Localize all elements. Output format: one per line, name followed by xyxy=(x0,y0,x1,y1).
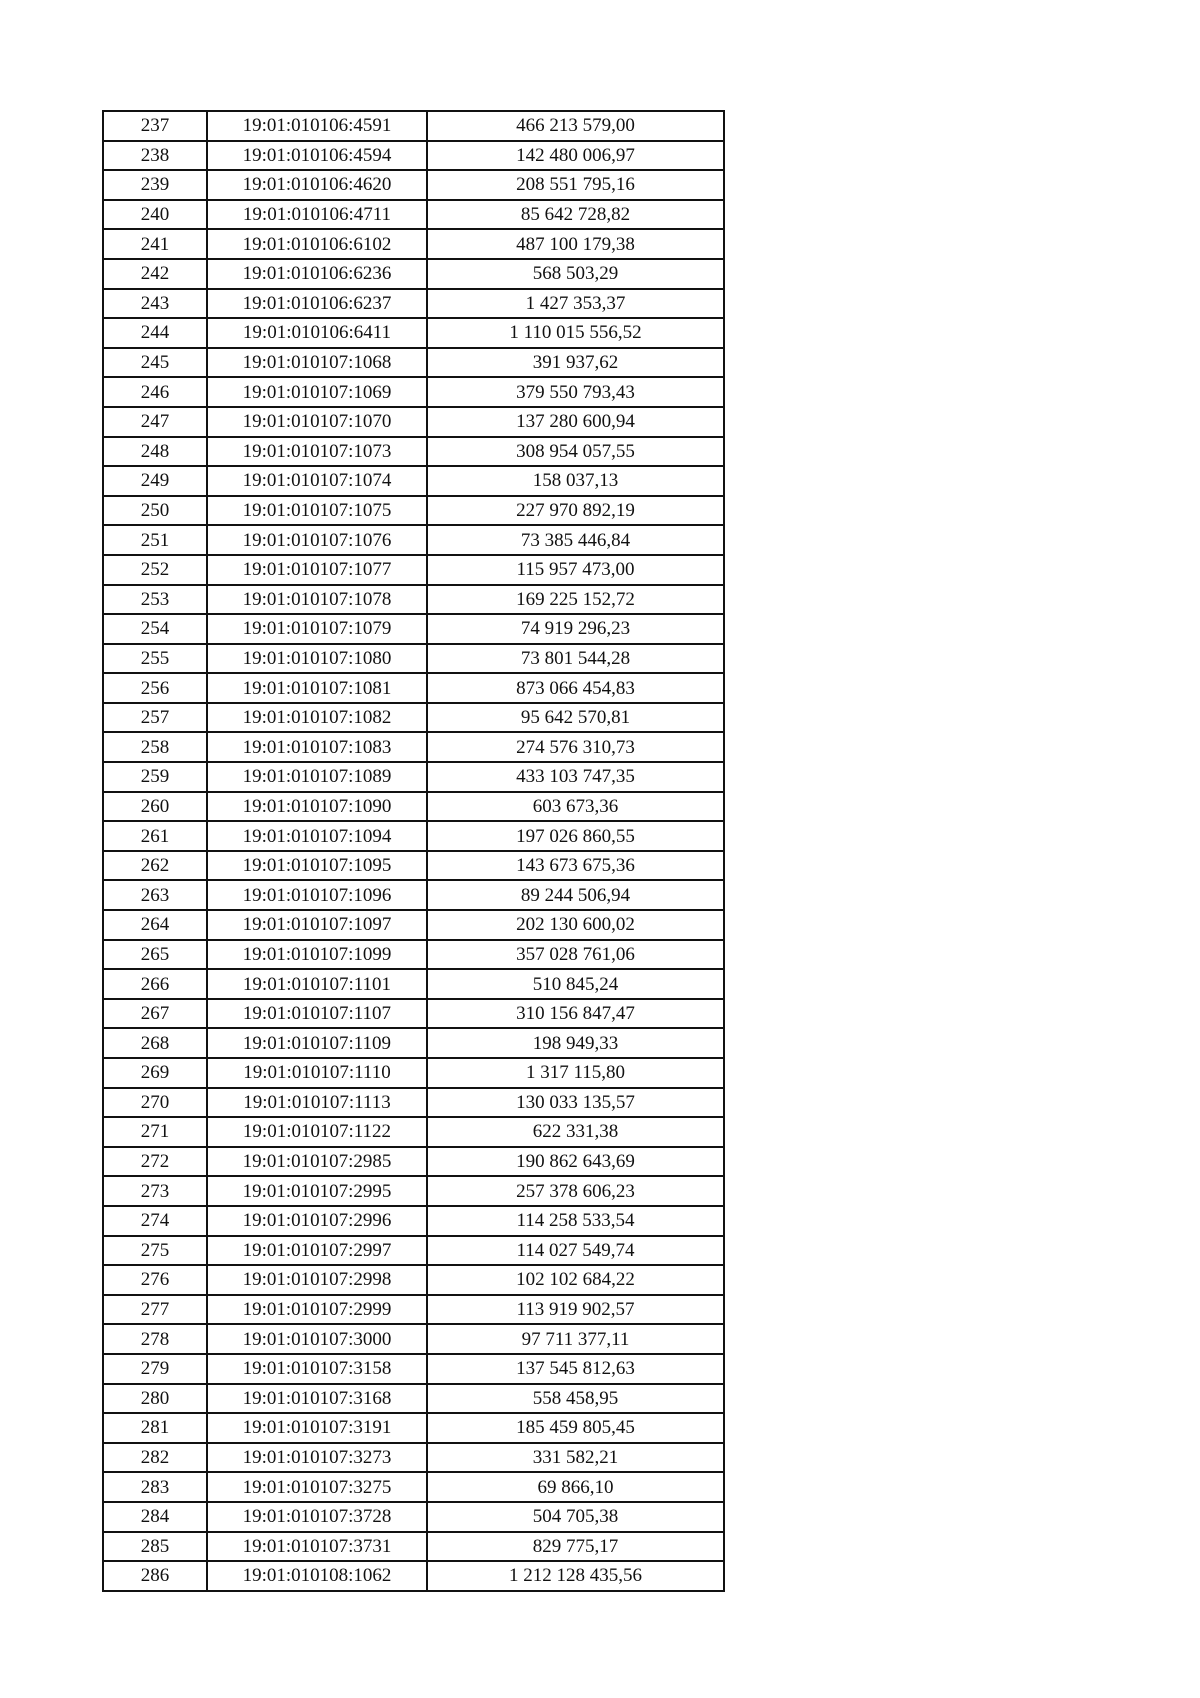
table-row xyxy=(103,437,724,467)
row-number-cell: 278 xyxy=(103,1324,207,1354)
table-row xyxy=(103,229,724,259)
row-number-cell: 255 xyxy=(103,644,207,674)
cadastral-number-cell: 19:01:010107:3168 xyxy=(207,1384,427,1414)
cadastral-value-cell: 603 673,36 xyxy=(427,792,724,822)
cadastral-number-cell: 19:01:010107:1073 xyxy=(207,437,427,467)
cadastral-number-cell: 19:01:010107:1110 xyxy=(207,1058,427,1088)
row-number-cell: 239 xyxy=(103,170,207,200)
cadastral-value-cell: 558 458,95 xyxy=(427,1384,724,1414)
cadastral-value-cell: 95 642 570,81 xyxy=(427,703,724,733)
cadastral-number-cell: 19:01:010107:3191 xyxy=(207,1413,427,1443)
cadastral-value-cell: 873 066 454,83 xyxy=(427,673,724,703)
cadastral-value-cell: 115 957 473,00 xyxy=(427,555,724,585)
row-number-cell: 258 xyxy=(103,732,207,762)
cadastral-value-cell: 391 937,62 xyxy=(427,348,724,378)
table-row xyxy=(103,170,724,200)
table-row xyxy=(103,1058,724,1088)
table-row xyxy=(103,1265,724,1295)
table-row xyxy=(103,1147,724,1177)
row-number-cell: 251 xyxy=(103,525,207,555)
row-number-cell: 245 xyxy=(103,348,207,378)
table-row xyxy=(103,1443,724,1473)
row-number-cell: 263 xyxy=(103,880,207,910)
row-number-cell: 267 xyxy=(103,999,207,1029)
cadastral-value-cell: 829 775,17 xyxy=(427,1532,724,1562)
cadastral-number-cell: 19:01:010107:2999 xyxy=(207,1295,427,1325)
cadastral-value-cell: 1 212 128 435,56 xyxy=(427,1561,724,1591)
row-number-cell: 247 xyxy=(103,407,207,437)
cadastral-number-cell: 19:01:010107:1069 xyxy=(207,377,427,407)
table-row xyxy=(103,644,724,674)
cadastral-value-cell: 227 970 892,19 xyxy=(427,496,724,526)
row-number-cell: 273 xyxy=(103,1176,207,1206)
table-row xyxy=(103,496,724,526)
cadastral-number-cell: 19:01:010106:4591 xyxy=(207,111,427,141)
cadastral-number-cell: 19:01:010107:1083 xyxy=(207,732,427,762)
cadastral-value-cell: 487 100 179,38 xyxy=(427,229,724,259)
cadastral-number-cell: 19:01:010106:6236 xyxy=(207,259,427,289)
cadastral-value-cell: 568 503,29 xyxy=(427,259,724,289)
table-row xyxy=(103,851,724,881)
cadastral-value-cell: 73 801 544,28 xyxy=(427,644,724,674)
row-number-cell: 274 xyxy=(103,1206,207,1236)
cadastral-number-cell: 19:01:010107:3728 xyxy=(207,1502,427,1532)
table-row xyxy=(103,348,724,378)
row-number-cell: 282 xyxy=(103,1443,207,1473)
table-row xyxy=(103,1206,724,1236)
cadastral-number-cell: 19:01:010107:1094 xyxy=(207,821,427,851)
table-row xyxy=(103,1502,724,1532)
row-number-cell: 254 xyxy=(103,614,207,644)
table-row xyxy=(103,1117,724,1147)
cadastral-number-cell: 19:01:010107:1101 xyxy=(207,969,427,999)
table-row xyxy=(103,732,724,762)
cadastral-value-cell: 85 642 728,82 xyxy=(427,200,724,230)
table-row xyxy=(103,1472,724,1502)
row-number-cell: 265 xyxy=(103,940,207,970)
row-number-cell: 271 xyxy=(103,1117,207,1147)
cadastral-number-cell: 19:01:010107:1099 xyxy=(207,940,427,970)
row-number-cell: 260 xyxy=(103,792,207,822)
table-row xyxy=(103,762,724,792)
cadastral-number-cell: 19:01:010106:6102 xyxy=(207,229,427,259)
row-number-cell: 277 xyxy=(103,1295,207,1325)
row-number-cell: 253 xyxy=(103,585,207,615)
cadastral-number-cell: 19:01:010107:1074 xyxy=(207,466,427,496)
table-row xyxy=(103,555,724,585)
cadastral-value-cell: 1 110 015 556,52 xyxy=(427,318,724,348)
table-row xyxy=(103,940,724,970)
cadastral-value-cell: 114 258 533,54 xyxy=(427,1206,724,1236)
cadastral-number-cell: 19:01:010107:1078 xyxy=(207,585,427,615)
row-number-cell: 261 xyxy=(103,821,207,851)
cadastral-number-cell: 19:01:010106:4620 xyxy=(207,170,427,200)
cadastral-number-cell: 19:01:010107:1089 xyxy=(207,762,427,792)
cadastral-number-cell: 19:01:010107:1107 xyxy=(207,999,427,1029)
table-row xyxy=(103,407,724,437)
table-body xyxy=(103,111,724,1591)
table-row xyxy=(103,969,724,999)
cadastral-value-cell: 504 705,38 xyxy=(427,1502,724,1532)
cadastral-number-cell: 19:01:010107:3158 xyxy=(207,1354,427,1384)
table-row xyxy=(103,585,724,615)
cadastral-number-cell: 19:01:010107:1096 xyxy=(207,880,427,910)
table-row xyxy=(103,614,724,644)
cadastral-number-cell: 19:01:010107:1082 xyxy=(207,703,427,733)
cadastral-number-cell: 19:01:010107:2998 xyxy=(207,1265,427,1295)
table-row xyxy=(103,1295,724,1325)
cadastral-number-cell: 19:01:010106:4711 xyxy=(207,200,427,230)
cadastral-number-cell: 19:01:010107:2995 xyxy=(207,1176,427,1206)
cadastral-number-cell: 19:01:010107:1075 xyxy=(207,496,427,526)
cadastral-value-cell: 510 845,24 xyxy=(427,969,724,999)
cadastral-number-cell: 19:01:010107:1109 xyxy=(207,1028,427,1058)
cadastral-value-cell: 130 033 135,57 xyxy=(427,1088,724,1118)
cadastral-value-cell: 331 582,21 xyxy=(427,1443,724,1473)
row-number-cell: 266 xyxy=(103,969,207,999)
row-number-cell: 240 xyxy=(103,200,207,230)
table-row xyxy=(103,318,724,348)
cadastral-value-cell: 142 480 006,97 xyxy=(427,141,724,171)
cadastral-value-cell: 622 331,38 xyxy=(427,1117,724,1147)
cadastral-value-cell: 73 385 446,84 xyxy=(427,525,724,555)
row-number-cell: 241 xyxy=(103,229,207,259)
row-number-cell: 256 xyxy=(103,673,207,703)
row-number-cell: 244 xyxy=(103,318,207,348)
cadastral-value-cell: 185 459 805,45 xyxy=(427,1413,724,1443)
cadastral-value-cell: 197 026 860,55 xyxy=(427,821,724,851)
table-row xyxy=(103,880,724,910)
table-row xyxy=(103,1561,724,1591)
table-row xyxy=(103,1028,724,1058)
cadastral-number-cell: 19:01:010106:6237 xyxy=(207,289,427,319)
cadastral-number-cell: 19:01:010107:1077 xyxy=(207,555,427,585)
table-row xyxy=(103,792,724,822)
table-row xyxy=(103,1236,724,1266)
cadastral-number-cell: 19:01:010107:2985 xyxy=(207,1147,427,1177)
row-number-cell: 283 xyxy=(103,1472,207,1502)
cadastral-value-cell: 379 550 793,43 xyxy=(427,377,724,407)
row-number-cell: 257 xyxy=(103,703,207,733)
cadastral-number-cell: 19:01:010107:3273 xyxy=(207,1443,427,1473)
table-row xyxy=(103,821,724,851)
row-number-cell: 237 xyxy=(103,111,207,141)
cadastral-number-cell: 19:01:010107:1095 xyxy=(207,851,427,881)
row-number-cell: 276 xyxy=(103,1265,207,1295)
cadastral-value-cell: 1 427 353,37 xyxy=(427,289,724,319)
cadastral-number-cell: 19:01:010107:3000 xyxy=(207,1324,427,1354)
row-number-cell: 248 xyxy=(103,437,207,467)
cadastral-value-cell: 97 711 377,11 xyxy=(427,1324,724,1354)
table-row xyxy=(103,673,724,703)
cadastral-number-cell: 19:01:010106:6411 xyxy=(207,318,427,348)
row-number-cell: 242 xyxy=(103,259,207,289)
row-number-cell: 238 xyxy=(103,141,207,171)
table-row xyxy=(103,111,724,141)
cadastral-value-cell: 169 225 152,72 xyxy=(427,585,724,615)
table-row xyxy=(103,1324,724,1354)
table-row xyxy=(103,289,724,319)
cadastral-number-cell: 19:01:010108:1062 xyxy=(207,1561,427,1591)
row-number-cell: 275 xyxy=(103,1236,207,1266)
cadastral-number-cell: 19:01:010107:3275 xyxy=(207,1472,427,1502)
table-row xyxy=(103,1384,724,1414)
table-row xyxy=(103,1354,724,1384)
cadastral-number-cell: 19:01:010107:1081 xyxy=(207,673,427,703)
cadastral-value-cell: 357 028 761,06 xyxy=(427,940,724,970)
cadastral-number-cell: 19:01:010107:1076 xyxy=(207,525,427,555)
row-number-cell: 285 xyxy=(103,1532,207,1562)
table-row xyxy=(103,910,724,940)
row-number-cell: 279 xyxy=(103,1354,207,1384)
cadastral-number-cell: 19:01:010107:1080 xyxy=(207,644,427,674)
row-number-cell: 284 xyxy=(103,1502,207,1532)
cadastral-value-table xyxy=(102,110,725,1592)
cadastral-value-cell: 208 551 795,16 xyxy=(427,170,724,200)
cadastral-value-cell: 257 378 606,23 xyxy=(427,1176,724,1206)
cadastral-value-cell: 143 673 675,36 xyxy=(427,851,724,881)
cadastral-value-cell: 74 919 296,23 xyxy=(427,614,724,644)
cadastral-number-cell: 19:01:010107:3731 xyxy=(207,1532,427,1562)
row-number-cell: 252 xyxy=(103,555,207,585)
table-row xyxy=(103,259,724,289)
cadastral-value-cell: 102 102 684,22 xyxy=(427,1265,724,1295)
cadastral-value-cell: 202 130 600,02 xyxy=(427,910,724,940)
table-row xyxy=(103,466,724,496)
row-number-cell: 264 xyxy=(103,910,207,940)
cadastral-number-cell: 19:01:010107:1090 xyxy=(207,792,427,822)
cadastral-number-cell: 19:01:010107:2996 xyxy=(207,1206,427,1236)
row-number-cell: 272 xyxy=(103,1147,207,1177)
row-number-cell: 270 xyxy=(103,1088,207,1118)
cadastral-number-cell: 19:01:010107:1113 xyxy=(207,1088,427,1118)
table-row xyxy=(103,141,724,171)
row-number-cell: 259 xyxy=(103,762,207,792)
cadastral-number-cell: 19:01:010107:1068 xyxy=(207,348,427,378)
cadastral-value-cell: 1 317 115,80 xyxy=(427,1058,724,1088)
cadastral-value-cell: 69 866,10 xyxy=(427,1472,724,1502)
row-number-cell: 249 xyxy=(103,466,207,496)
cadastral-value-cell: 137 280 600,94 xyxy=(427,407,724,437)
cadastral-value-cell: 433 103 747,35 xyxy=(427,762,724,792)
table-row xyxy=(103,1176,724,1206)
row-number-cell: 281 xyxy=(103,1413,207,1443)
cadastral-value-cell: 137 545 812,63 xyxy=(427,1354,724,1384)
cadastral-number-cell: 19:01:010107:1097 xyxy=(207,910,427,940)
table-row xyxy=(103,525,724,555)
table-row xyxy=(103,377,724,407)
table-row xyxy=(103,999,724,1029)
cadastral-number-cell: 19:01:010107:2997 xyxy=(207,1236,427,1266)
row-number-cell: 243 xyxy=(103,289,207,319)
table-container xyxy=(102,110,725,1592)
table-row xyxy=(103,1532,724,1562)
cadastral-number-cell: 19:01:010106:4594 xyxy=(207,141,427,171)
cadastral-value-cell: 113 919 902,57 xyxy=(427,1295,724,1325)
cadastral-value-cell: 274 576 310,73 xyxy=(427,732,724,762)
row-number-cell: 268 xyxy=(103,1028,207,1058)
row-number-cell: 286 xyxy=(103,1561,207,1591)
table-row xyxy=(103,1088,724,1118)
row-number-cell: 269 xyxy=(103,1058,207,1088)
cadastral-number-cell: 19:01:010107:1070 xyxy=(207,407,427,437)
row-number-cell: 250 xyxy=(103,496,207,526)
row-number-cell: 246 xyxy=(103,377,207,407)
row-number-cell: 280 xyxy=(103,1384,207,1414)
cadastral-value-cell: 89 244 506,94 xyxy=(427,880,724,910)
table-row xyxy=(103,200,724,230)
cadastral-value-cell: 114 027 549,74 xyxy=(427,1236,724,1266)
table-row xyxy=(103,1413,724,1443)
cadastral-number-cell: 19:01:010107:1122 xyxy=(207,1117,427,1147)
cadastral-value-cell: 466 213 579,00 xyxy=(427,111,724,141)
row-number-cell: 262 xyxy=(103,851,207,881)
cadastral-value-cell: 158 037,13 xyxy=(427,466,724,496)
cadastral-value-cell: 308 954 057,55 xyxy=(427,437,724,467)
cadastral-value-cell: 198 949,33 xyxy=(427,1028,724,1058)
cadastral-value-cell: 190 862 643,69 xyxy=(427,1147,724,1177)
cadastral-value-cell: 310 156 847,47 xyxy=(427,999,724,1029)
table-row xyxy=(103,703,724,733)
cadastral-number-cell: 19:01:010107:1079 xyxy=(207,614,427,644)
